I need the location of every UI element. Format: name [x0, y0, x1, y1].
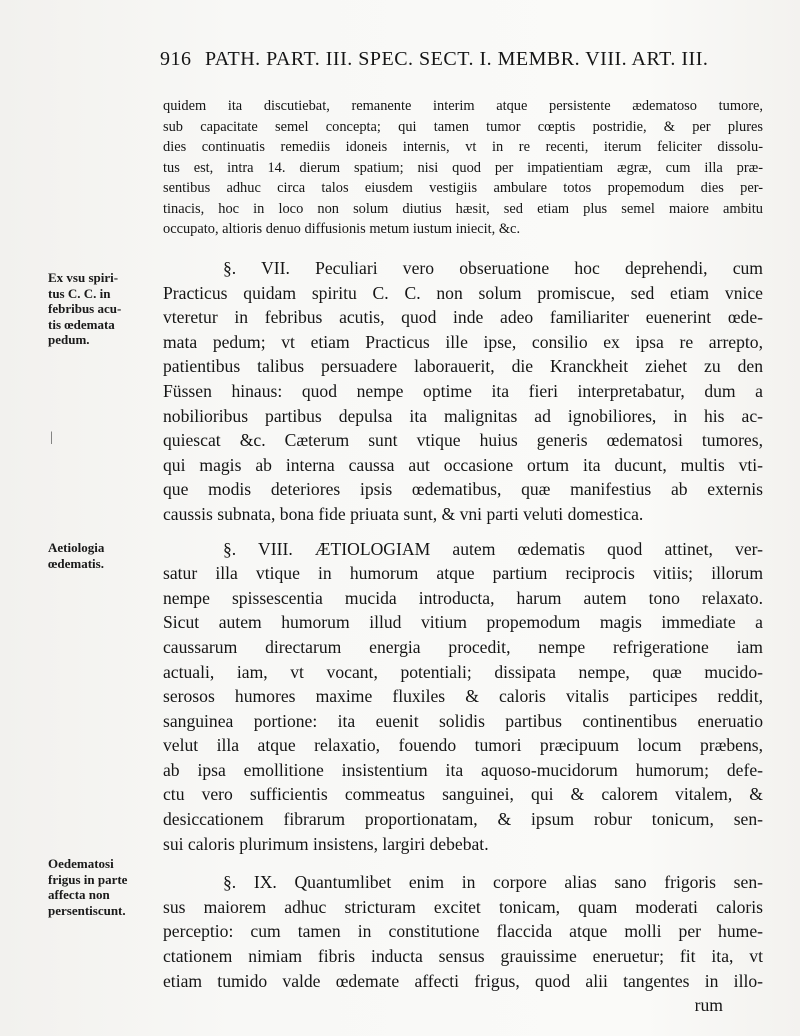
- text-line: Füssen hinaus: quod nempe optime ita fieri interpretabatur, dum a: [163, 380, 763, 401]
- section-ix: [163, 870, 763, 1018]
- section-viii: [163, 537, 763, 857]
- text-line: dies continuatis remediis idoneis internis, vt in re recenti, iterum feliciter dissolu-: [163, 139, 763, 155]
- text-line: tinacis, hoc in loco non solum diutius hæsit, sed etiam plus semel maiore ambitu: [163, 200, 763, 217]
- page-number: 916: [160, 48, 192, 70]
- text-line: §. IX. Quantumlibet enim in corpore alias sano frigoris sen-: [223, 872, 763, 893]
- margin-note-line: Ex vsu spiri-: [48, 270, 119, 285]
- text-line: serosos humores maxime fluxiles & caloris vitalis participes reddit,: [163, 686, 763, 707]
- margin-note-line: persentiscunt.: [48, 902, 126, 918]
- margin-note-vsu-spiritus: [48, 270, 158, 348]
- text-line: desiccationem fibrarum proportionatam, & ipsum robur tonicum, sen-: [163, 809, 763, 830]
- text-line: que modis deteriores ipsis œdematibus, quæ manifestius ab externis: [163, 479, 763, 500]
- catchword: rum: [694, 995, 723, 1016]
- text-line: mata pedum; vt etiam Practicus ille ipse, consilio ex ipsa re arrepto,: [163, 331, 763, 352]
- text-line: satur illa vtique in humorum atque partium reciprocis vitiis; illorum: [163, 563, 763, 584]
- text-line: sanguinea portione: ita euenit solidis partibus continentibus eneruatio: [163, 710, 763, 731]
- text-line: ctationem nimiam fibris inducta sensus grauissime eneruetur; fit ita, vt: [163, 946, 763, 967]
- text-line: §. VIII. ÆTIOLOGIAM autem œdematis quod attinet, ver-: [223, 538, 763, 559]
- text-line: patientibus talibus persuadere laborauerit, die Kranckheit ziehet zu den: [163, 356, 763, 377]
- text-line: actuali, iam, vt vocant, potentiali; dissipata nempe, quæ mucido-: [163, 661, 763, 682]
- text-line: caussarum directarum energia procedit, nempe refrigeratione iam: [163, 636, 763, 657]
- margin-note-oedematosi: [48, 856, 158, 918]
- margin-note-aetiologia: [48, 540, 158, 571]
- margin-note-line: tis œdemata: [48, 316, 115, 332]
- text-line: quiescat &c. Cæterum sunt vtique huius generis œdematosi tumores,: [163, 430, 763, 451]
- text-line: Practicus quidam spiritu C. C. non solum promiscue, sed etiam vnice: [163, 282, 763, 303]
- text-line: sentibus adhuc circa talos eiusdem vestigiis ambulare totos propemodum dies per-: [163, 180, 763, 196]
- running-header: [160, 48, 760, 80]
- text-line: occupato, altioris denuo diffusionis metum iustum iniecit, &c.: [163, 221, 521, 237]
- margin-note-line: Oedematosi: [48, 856, 114, 871]
- running-title: PATH. PART. III. SPEC. SECT. I. MEMBR. VIII. ART. III.: [205, 48, 709, 70]
- text-line: velut illa atque relaxatio, fouendo tumori præcipuum locum præbens,: [163, 735, 763, 756]
- text-line: nobilioribus partibus depulsa ita malignitas ad ignobiliores, in his ac-: [163, 405, 763, 426]
- text-line: §. VII. Peculiari vero obseruatione hoc deprehendi, cum: [223, 258, 763, 278]
- text-line: sub capacitate semel concepta; qui tamen tumor cœptis postridie, & per plures: [163, 118, 763, 135]
- text-line: ctu vero sufficientis commeatus sanguinei, qui & calorem vitalem, &: [163, 784, 763, 805]
- text-line: sus maiorem adhuc stricturam excitet tonicam, quam moderati caloris: [163, 896, 763, 917]
- continued-paragraph: [163, 96, 763, 240]
- margin-note-line: affecta non: [48, 887, 110, 903]
- main-text: [163, 256, 763, 1018]
- text-line: perceptio: cum tamen in constitutione flaccida atque molli per hume-: [163, 921, 763, 942]
- text-line: nempe spissescentia mucida introducta, harum autem tono relaxato.: [163, 587, 763, 608]
- text-line: sui caloris plurimum insistens, largiri debebat.: [163, 833, 489, 854]
- margin-note-line: Aetiologia: [48, 540, 105, 555]
- text-line: ab ipsa emollitione insistentium ita aquoso-mucidorum humorum; defe-: [163, 759, 763, 780]
- text-line: quidem ita discutiebat, remanente interim atque persistente ædematoso tumore,: [163, 98, 763, 114]
- margin-note-line: febribus acu-: [48, 301, 122, 317]
- margin-note-line: pedum.: [48, 332, 90, 348]
- text-line: tus est, intra 14. dierum spatium; nisi quod per impatientiam ægræ, cum illa præ-: [163, 159, 763, 176]
- text-line: etiam tumido valde œdemate affecti frigus, quod alii tangentes in illo-: [163, 970, 763, 991]
- margin-mark: |: [50, 430, 53, 445]
- margin-note-line: frigus in parte: [48, 871, 128, 887]
- margin-note-line: tus C. C. in: [48, 285, 111, 301]
- text-line: Sicut autem humorum illud vitium propemodum magis immediate a: [163, 612, 763, 633]
- text-line: qui magis ab interna caussa aut occasione ortum ita ducunt, multis vti-: [163, 454, 763, 475]
- margin-note-line: œdematis.: [48, 555, 104, 571]
- text-line: vteretur in febribus acutis, quod inde adeo familiariter euenerint œde-: [163, 307, 763, 328]
- section-vii: [163, 256, 763, 527]
- text-line: caussis subnata, bona fide priuata sunt, & vni parti veluti domestica.: [163, 503, 644, 524]
